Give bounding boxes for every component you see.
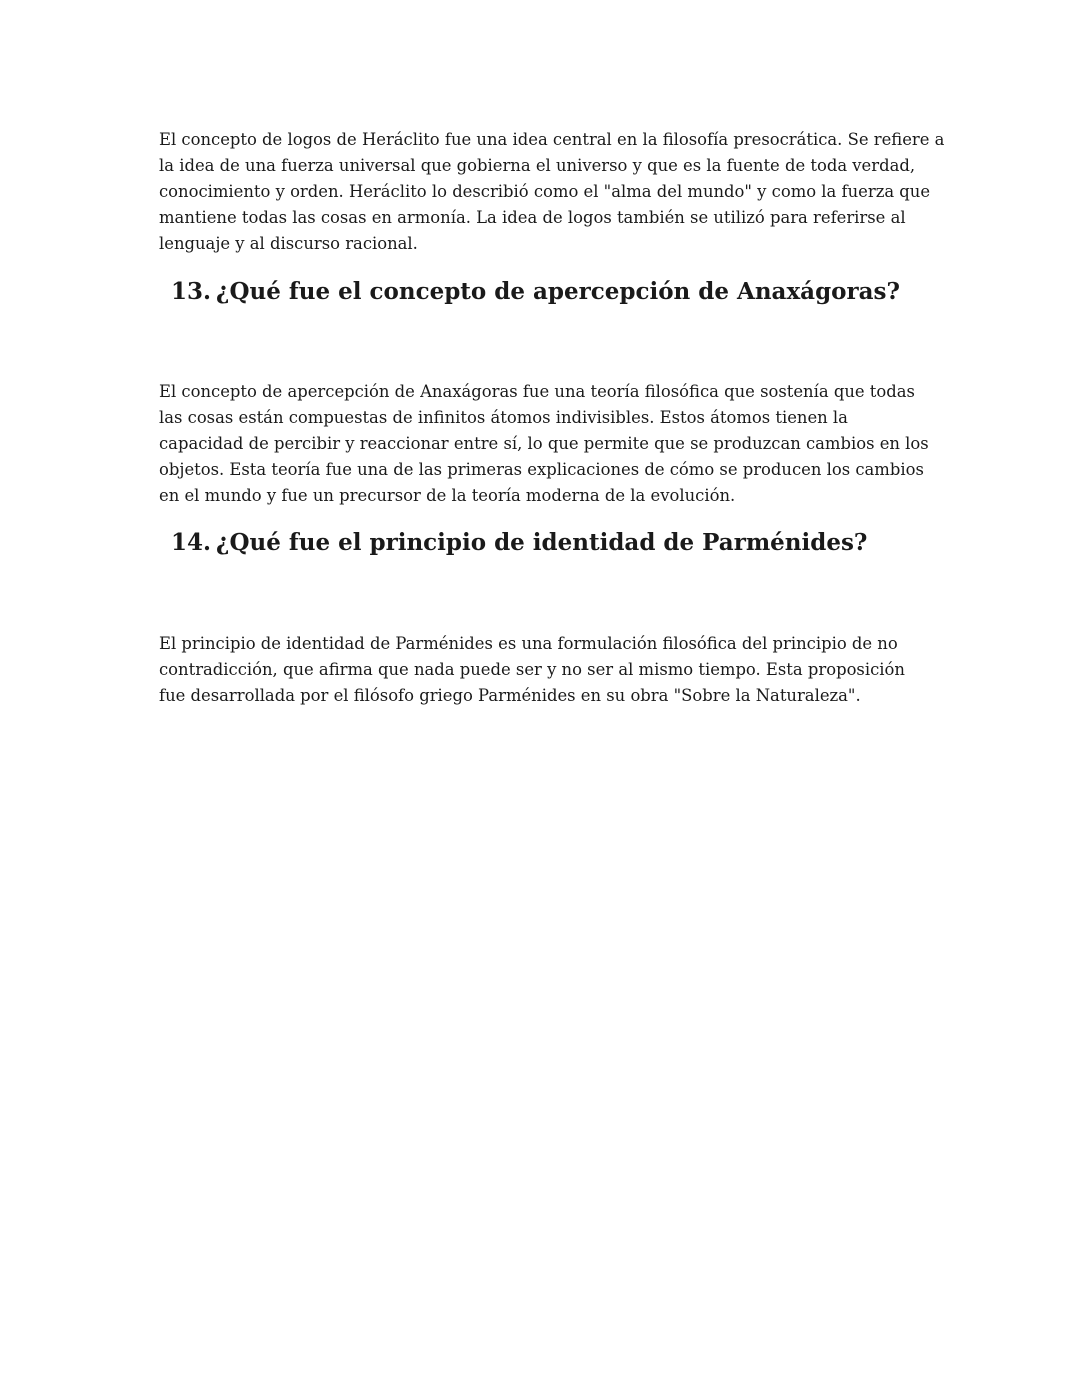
text-line: El concepto de apercepción de Anaxágoras fue una teoría filosófica que sostenía que todas	[159, 382, 915, 401]
text-line: lenguaje y al discurso racional.	[159, 234, 418, 253]
question-13-heading	[171, 277, 900, 307]
text-line: mantiene todas las cosas en armonía. La idea de logos también se utilizó para referirse al	[159, 208, 906, 227]
question-number: 13.	[171, 278, 212, 305]
text-line: objetos. Esta teoría fue una de las primeras explicaciones de cómo se producen los cambios	[159, 460, 924, 479]
text-line: capacidad de percibir y reaccionar entre sí, lo que permite que se produzcan cambios en los	[159, 434, 929, 453]
question-number: 14.	[171, 529, 212, 556]
answer-13-paragraph	[159, 379, 929, 509]
paragraph-logos-heraclito	[159, 127, 945, 257]
text-line: El principio de identidad de Parménides es una formulación filosófica del principio de no	[159, 634, 898, 653]
question-text: ¿Qué fue el concepto de apercepción de Anaxágoras?	[216, 278, 900, 305]
text-line: El concepto de logos de Heráclito fue una idea central en la filosofía presocrática. Se refiere a	[159, 130, 945, 149]
question-text: ¿Qué fue el principio de identidad de Parménides?	[216, 529, 868, 556]
text-line: conocimiento y orden. Heráclito lo describió como el "alma del mundo" y como la fuerza que	[159, 182, 931, 201]
text-line: contradicción, que afirma que nada puede ser y no ser al mismo tiempo. Esta proposición	[159, 660, 905, 679]
text-line: fue desarrollada por el filósofo griego Parménides en su obra "Sobre la Naturaleza".	[159, 686, 861, 705]
text-line: en el mundo y fue un precursor de la teoría moderna de la evolución.	[159, 486, 736, 505]
text-line: las cosas están compuestas de infinitos átomos indivisibles. Estos átomos tienen la	[159, 408, 848, 427]
answer-14-paragraph	[159, 631, 929, 709]
question-14-heading	[171, 528, 867, 558]
text-line: la idea de una fuerza universal que gobierna el universo y que es la fuente de toda verdad,	[159, 156, 916, 175]
